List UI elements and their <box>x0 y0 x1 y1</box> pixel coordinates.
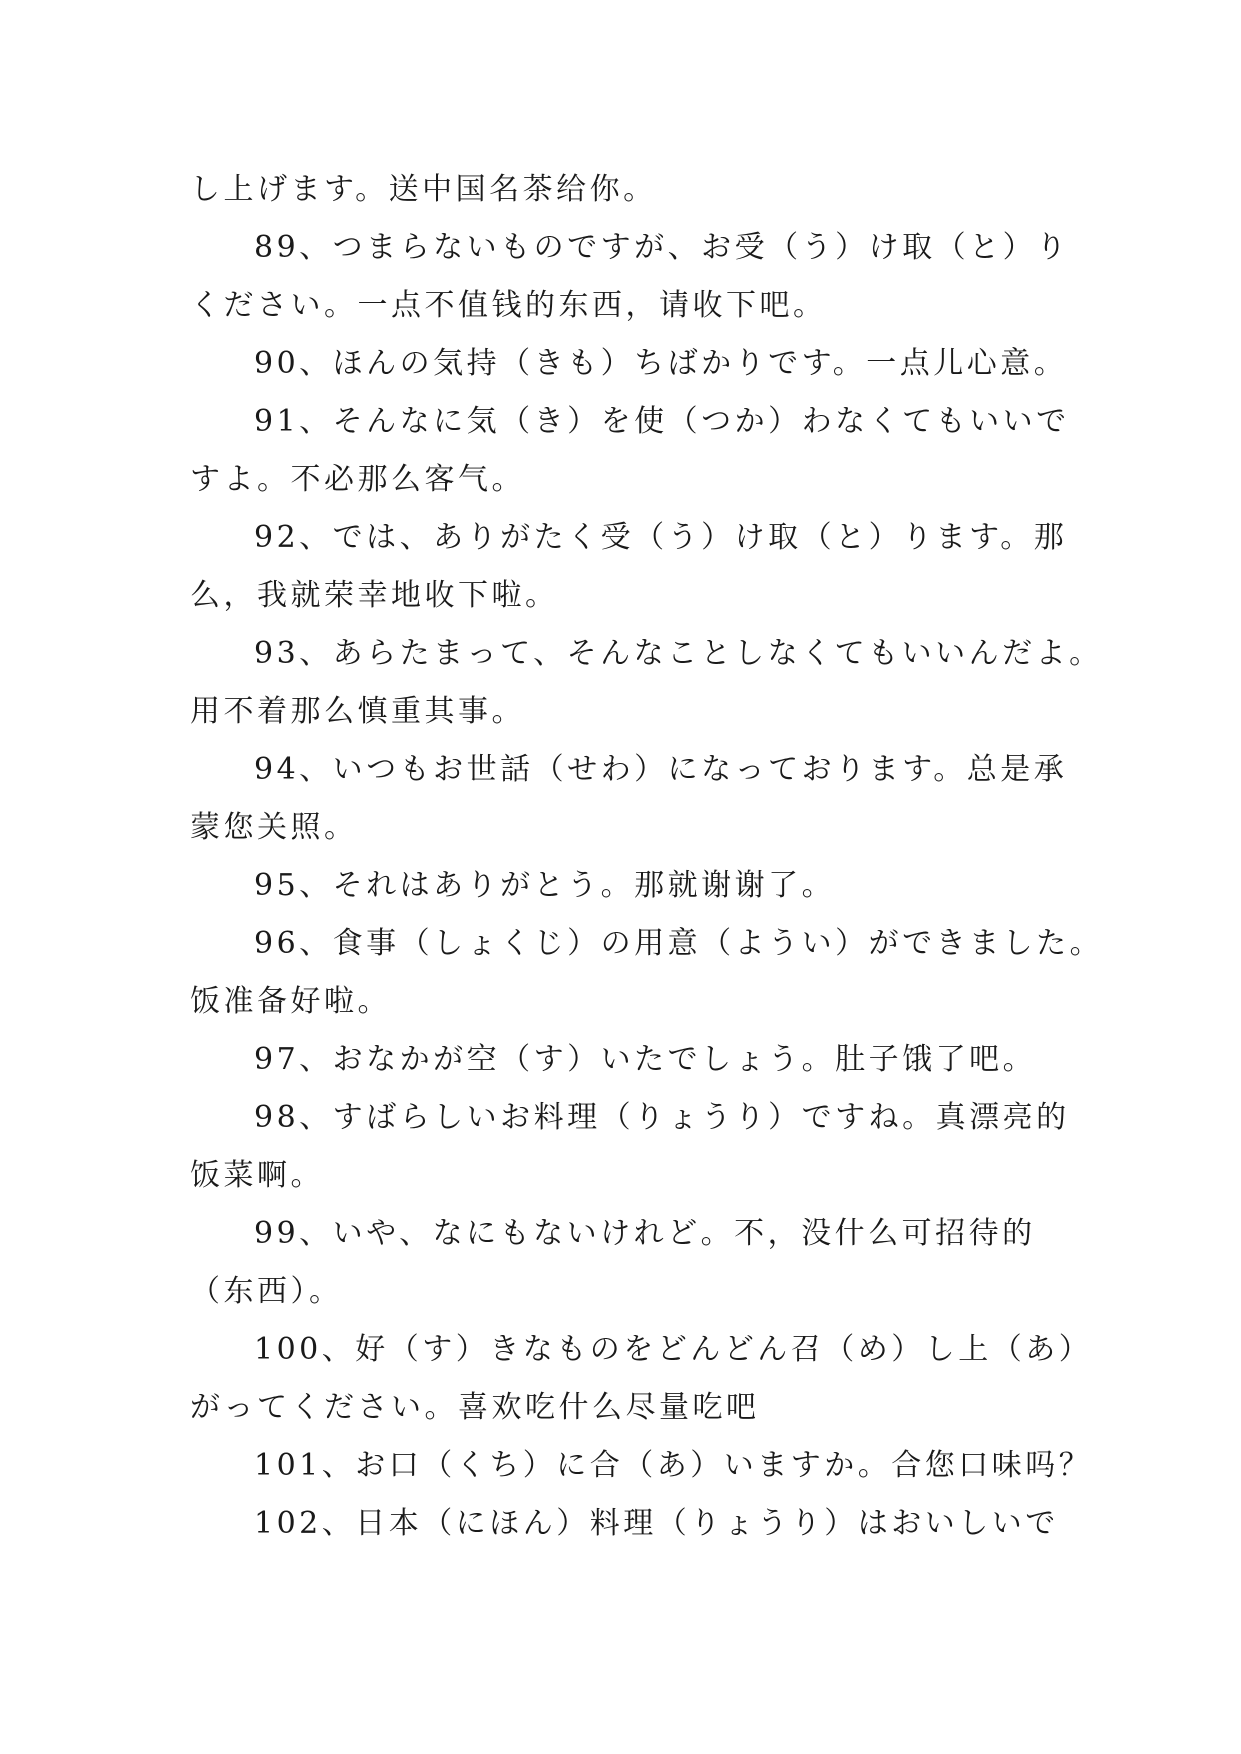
text-line: 92、では、ありがたく受（う）け取（と）ります。那 <box>254 520 1068 555</box>
text-line: 么，我就荣幸地收下啦。 <box>190 578 559 613</box>
text-line: 102、日本（にほん）料理（りょうり）はおいしいで <box>254 1506 1059 1541</box>
text-line: 90、ほんの気持（きも）ちばかりです。一点儿心意。 <box>254 346 1068 381</box>
text-line: がってください。喜欢吃什么尽量吃吧 <box>190 1390 760 1425</box>
document-body <box>190 161 1104 1553</box>
text-line: 94、いつもお世話（せわ）になっております。总是承 <box>254 752 1068 787</box>
text-line: （东西）。 <box>190 1274 343 1309</box>
text-line: 91、そんなに気（き）を使（つか）わなくてもいいで <box>254 404 1070 439</box>
text-line: 93、あらたまって、そんなことしなくてもいいんだよ。 <box>254 636 1103 671</box>
text-line: 蒙您关照。 <box>190 810 358 845</box>
text-line: 101、お口（くち）に合（あ）いますか。合您口味吗？ <box>254 1448 1093 1483</box>
text-line: し上げます。送中国名茶给你。 <box>190 172 657 207</box>
text-line: ください。一点不值钱的东西，请收下吧。 <box>190 288 827 323</box>
text-line: 98、すばらしいお料理（りょうり）ですね。真漂亮的 <box>254 1100 1070 1135</box>
text-line: 用不着那么慎重其事。 <box>190 694 525 729</box>
text-line: 97、おなかが空（す）いたでしょう。肚子饿了吧。 <box>254 1042 1037 1077</box>
text-line: 95、それはありがとう。那就谢谢了。 <box>254 868 836 903</box>
text-line: 100、好（す）きなものをどんどん召（め）し上（あ） <box>254 1332 1093 1367</box>
text-line: 99、いや、なにもないけれど。不，没什么可招待的 <box>254 1216 1036 1251</box>
text-line: 89、つまらないものですが、お受（う）け取（と）り <box>254 230 1070 265</box>
text-line: 饭菜啊。 <box>190 1158 324 1193</box>
text-line: 饭准备好啦。 <box>190 984 391 1019</box>
text-line: すよ。不必那么客气。 <box>190 462 525 497</box>
text-line: 96、食事（しょくじ）の用意（ようい）ができました。 <box>254 926 1104 961</box>
